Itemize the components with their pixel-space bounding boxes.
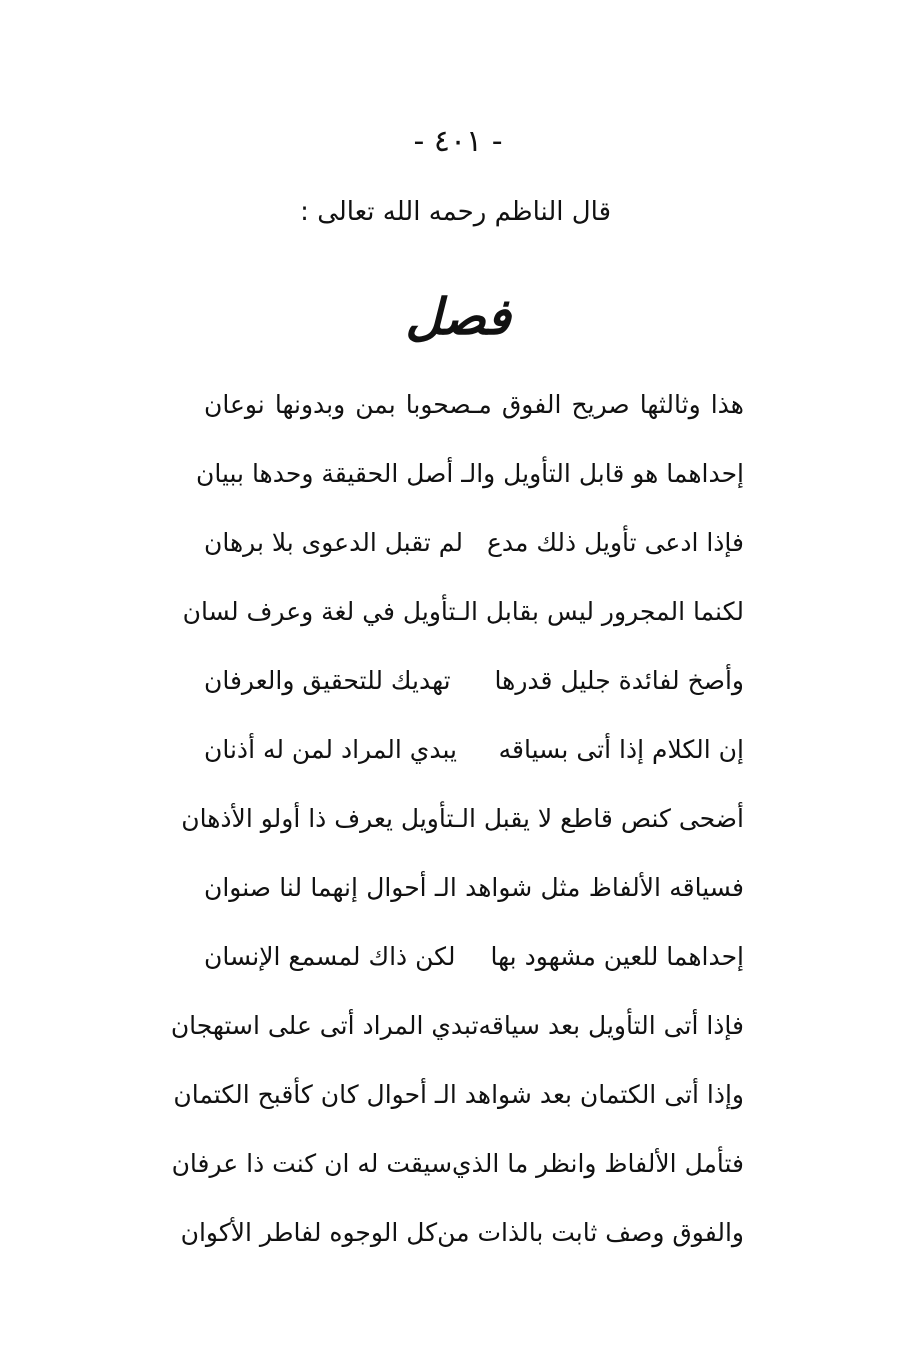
verse-text: هذا وثالثها صريح الفوق مـصحوبا بمن وبدونها نوعان — [204, 390, 744, 419]
verse-second-hemistich: كل الوجوه لفاطر الأكوان — [180, 1218, 438, 1247]
verse-line — [181, 784, 744, 853]
verse-first-hemistich: فتأمل الألفاظ وانظر ما الذي — [452, 1149, 744, 1178]
verse-line — [170, 991, 744, 1060]
page-number: - ٤٠١ - — [413, 124, 503, 159]
intro-line: قال الناظم رحمه الله تعالى : — [300, 197, 611, 227]
verse-first-hemistich: إحداهما للعين مشهود بها — [490, 942, 744, 971]
verse-text: لكنما المجرور ليس بقابل الـتأويل في لغة وعرف لسان — [182, 597, 744, 626]
verse-line — [171, 1129, 744, 1198]
verse-text: إحداهما هو قابل التأويل والـ أصل الحقيقة وحدها ببيان — [195, 459, 744, 488]
verse-line — [204, 370, 744, 439]
poem-body — [170, 370, 744, 1267]
verse-line — [204, 646, 744, 715]
verse-line — [204, 508, 744, 577]
verse-line — [195, 439, 744, 508]
verse-second-hemistich: تهديك للتحقيق والعرفان — [204, 666, 451, 695]
verse-first-hemistich: والفوق وصف ثابت بالذات من — [437, 1218, 744, 1247]
section-heading: فصل — [405, 287, 511, 346]
verse-line — [204, 715, 744, 784]
verse-line — [173, 1060, 744, 1129]
verse-text: أضحى كنص قاطع لا يقبل الـتأويل يعرف ذا أولو الأذهان — [181, 804, 744, 833]
verse-second-hemistich: تبدي المراد أتى على استهجان — [170, 1011, 479, 1040]
verse-first-hemistich: وأصخ لفائدة جليل قدرها — [494, 666, 744, 695]
verse-second-hemistich: لم تقبل الدعوى بلا برهان — [204, 528, 463, 557]
verse-first-hemistich: فإذا ادعى تأويل ذلك مدع — [486, 528, 744, 557]
verse-line — [180, 1198, 744, 1267]
verse-text: فسياقه الألفاظ مثل شواهد الـ أحوال إنهما لنا صنوان — [204, 873, 744, 902]
verse-line — [204, 853, 744, 922]
verse-first-hemistich: فإذا أتى التأويل بعد سياقه — [478, 1011, 744, 1040]
verse-line — [182, 577, 744, 646]
verse-second-hemistich: لكن ذاك لمسمع الإنسان — [204, 942, 456, 971]
verse-second-hemistich: يبدي المراد لمن له أذنان — [204, 735, 458, 764]
verse-second-hemistich: سيقت له ان كنت ذا عرفان — [171, 1149, 453, 1178]
verse-text: وإذا أتى الكتمان بعد شواهد الـ أحوال كان كأقبح الكتمان — [173, 1080, 744, 1109]
verse-line — [204, 922, 744, 991]
verse-first-hemistich: إن الكلام إذا أتى بسياقه — [498, 735, 744, 764]
